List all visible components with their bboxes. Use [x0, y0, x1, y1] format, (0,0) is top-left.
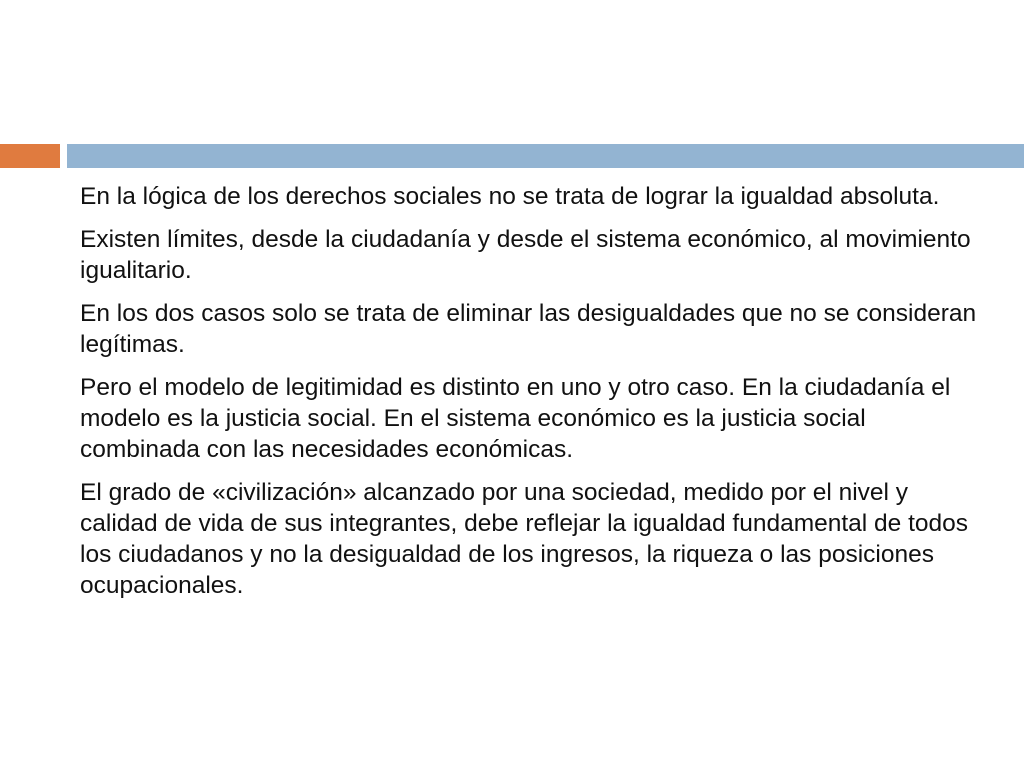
paragraph-3: En los dos casos solo se trata de eliminar las desigualdades que no se consideran legítimas. — [80, 300, 977, 358]
slide-body — [80, 181, 980, 613]
paragraph-5: El grado de «civilización» alcanzado por una sociedad, medido por el nivel y calidad de vida de sus integrantes, debe reflejar la igualdad fundamental de todos los ciudadanos y no la desigualdad de los ingresos, la riqueza o las posiciones ocupacionales. — [80, 479, 969, 599]
paragraph-2: Existen límites, desde la ciudadanía y desde el sistema económico, al movimiento igualitario. — [80, 226, 971, 284]
paragraph-1: En la lógica de los derechos sociales no se trata de lograr la igualdad absoluta. — [80, 183, 940, 210]
header-bar — [67, 144, 1024, 168]
paragraph-4: Pero el modelo de legitimidad es distinto en uno y otro caso. En la ciudadanía el modelo es la justicia social. En el sistema económico es la justicia social combinada con las necesidades económicas. — [80, 374, 951, 463]
accent-bar — [0, 144, 60, 168]
